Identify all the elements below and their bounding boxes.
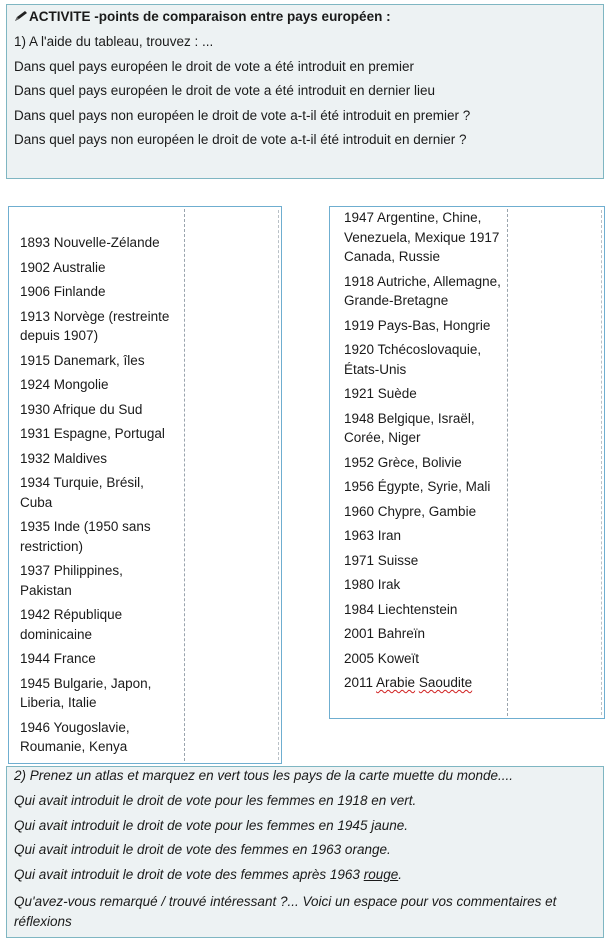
timeline-entry: 1931 Espagne, Portugal [20,426,165,441]
task-line-1918: Qui avait introduit le droit de vote pour les femmes en 1918 en vert. [14,793,417,808]
task-line-1945: Qui avait introduit le droit de vote pour les femmes en 1945 jaune. [14,818,408,833]
spellcheck-marked-word: Saoudite [418,675,473,690]
activity-instruction: 1) A l'aide du tableau, trouvez : ... [14,34,214,49]
activity-box [6,4,604,179]
column-divider [184,209,185,761]
timeline-entry: 1937 Philippines, Pakistan [20,563,123,598]
task-line-1963: Qui avait introduit le droit de vote des femmes en 1963 orange. [14,842,391,857]
timeline-entry: 1918 Autriche, Allemagne, Grande-Bretagne [344,273,501,308]
timeline-entry: 1919 Pays-Bas, Hongrie [344,317,491,333]
question-4: Dans quel pays non européen le droit de vote a-t-il été introduit en dernier ? [14,132,467,147]
timeline-entry: 2001 Bahreïn [344,626,426,641]
timeline-entry: 1935 Inde (1950 sans restriction) [20,519,151,554]
task-box [6,766,604,938]
timeline-entry: 1947 Argentine, Chine, Venezuela, Mexique 1917 Canada, Russie [344,210,500,264]
timeline-entry: 1946 Yougoslavie, Roumanie, Kenya [20,719,130,754]
timeline-entry: 1902 Australie [20,259,106,275]
timeline-list-left [20,233,178,762]
timeline-table-left [8,206,282,764]
question-1: Dans quel pays européen le droit de vote a été introduit en premier [14,59,414,74]
task-line-after-1963 [14,867,402,882]
timeline-entry: 2005 Koweït [344,650,420,666]
timeline-entry: 1920 Tchécoslovaquie, États-Unis [344,342,482,377]
task-line-after-1963-end: . [398,867,402,882]
timeline-entry: 1921 Suède [344,386,417,401]
task-closing: Qu'avez-vous remarqué / trouvé intéressant ?... Voici un espace pour vos commentaires et réflexions [14,894,557,929]
activity-title: ACTIVITE -points de comparaison entre pays européen : [29,9,391,24]
column-divider [278,210,279,760]
timeline-entry: 1934 Turquie, Brésil, Cuba [20,475,144,510]
timeline-entry: 1932 Maldives [20,450,108,466]
timeline-entry: 1893 Nouvelle-Zélande [20,235,160,250]
timeline-entry: 1971 Suisse [344,552,419,568]
activity-title-row [14,9,391,24]
timeline-entry: 1948 Belgique, Israël, Corée, Niger [344,410,475,445]
timeline-list-right [344,208,502,698]
timeline-entry: 1906 Finlande [20,284,106,299]
timeline-entry: 1952 Grèce, Bolivie [344,454,462,470]
timeline-entry: 1956 Égypte, Syrie, Mali [344,479,491,494]
question-3: Dans quel pays non européen le droit de vote a-t-il été introduit en premier ? [14,108,471,123]
spellcheck-marked-word: Arabie [376,675,416,690]
color-word-rouge: rouge [363,867,399,882]
column-divider [507,209,508,716]
timeline-entry: 1960 Chypre, Gambie [344,503,477,519]
task-intro: 2) Prenez un atlas et marquez en vert tous les pays de la carte muette du monde.... [14,768,514,783]
timeline-entry: 1945 Bulgarie, Japon, Liberia, Italie [20,675,152,710]
timeline-entry: 1930 Afrique du Sud [20,401,143,417]
task-line-after-1963-text: Qui avait introduit le droit de vote des femmes après 1963 [14,867,364,882]
timeline-table-right [329,206,605,719]
timeline-entry: 1942 République dominicaine [20,607,123,642]
timeline-entry: 1944 France [20,651,96,666]
timeline-entry: 1924 Mongolie [20,377,109,392]
column-divider [601,210,602,715]
pencil-icon [14,10,28,22]
timeline-entry: 1963 Iran [344,528,402,543]
timeline-entry: 1915 Danemark, îles [20,352,145,368]
question-2: Dans quel pays européen le droit de vote a été introduit en dernier lieu [14,83,436,98]
timeline-entry: 1980 Irak [344,577,401,592]
timeline-entry: 1913 Norvège (restreinte depuis 1907) [20,308,170,343]
timeline-entry: 1984 Liechtenstein [344,601,458,617]
timeline-entry: 2011 Arabie Saoudite [344,675,473,690]
